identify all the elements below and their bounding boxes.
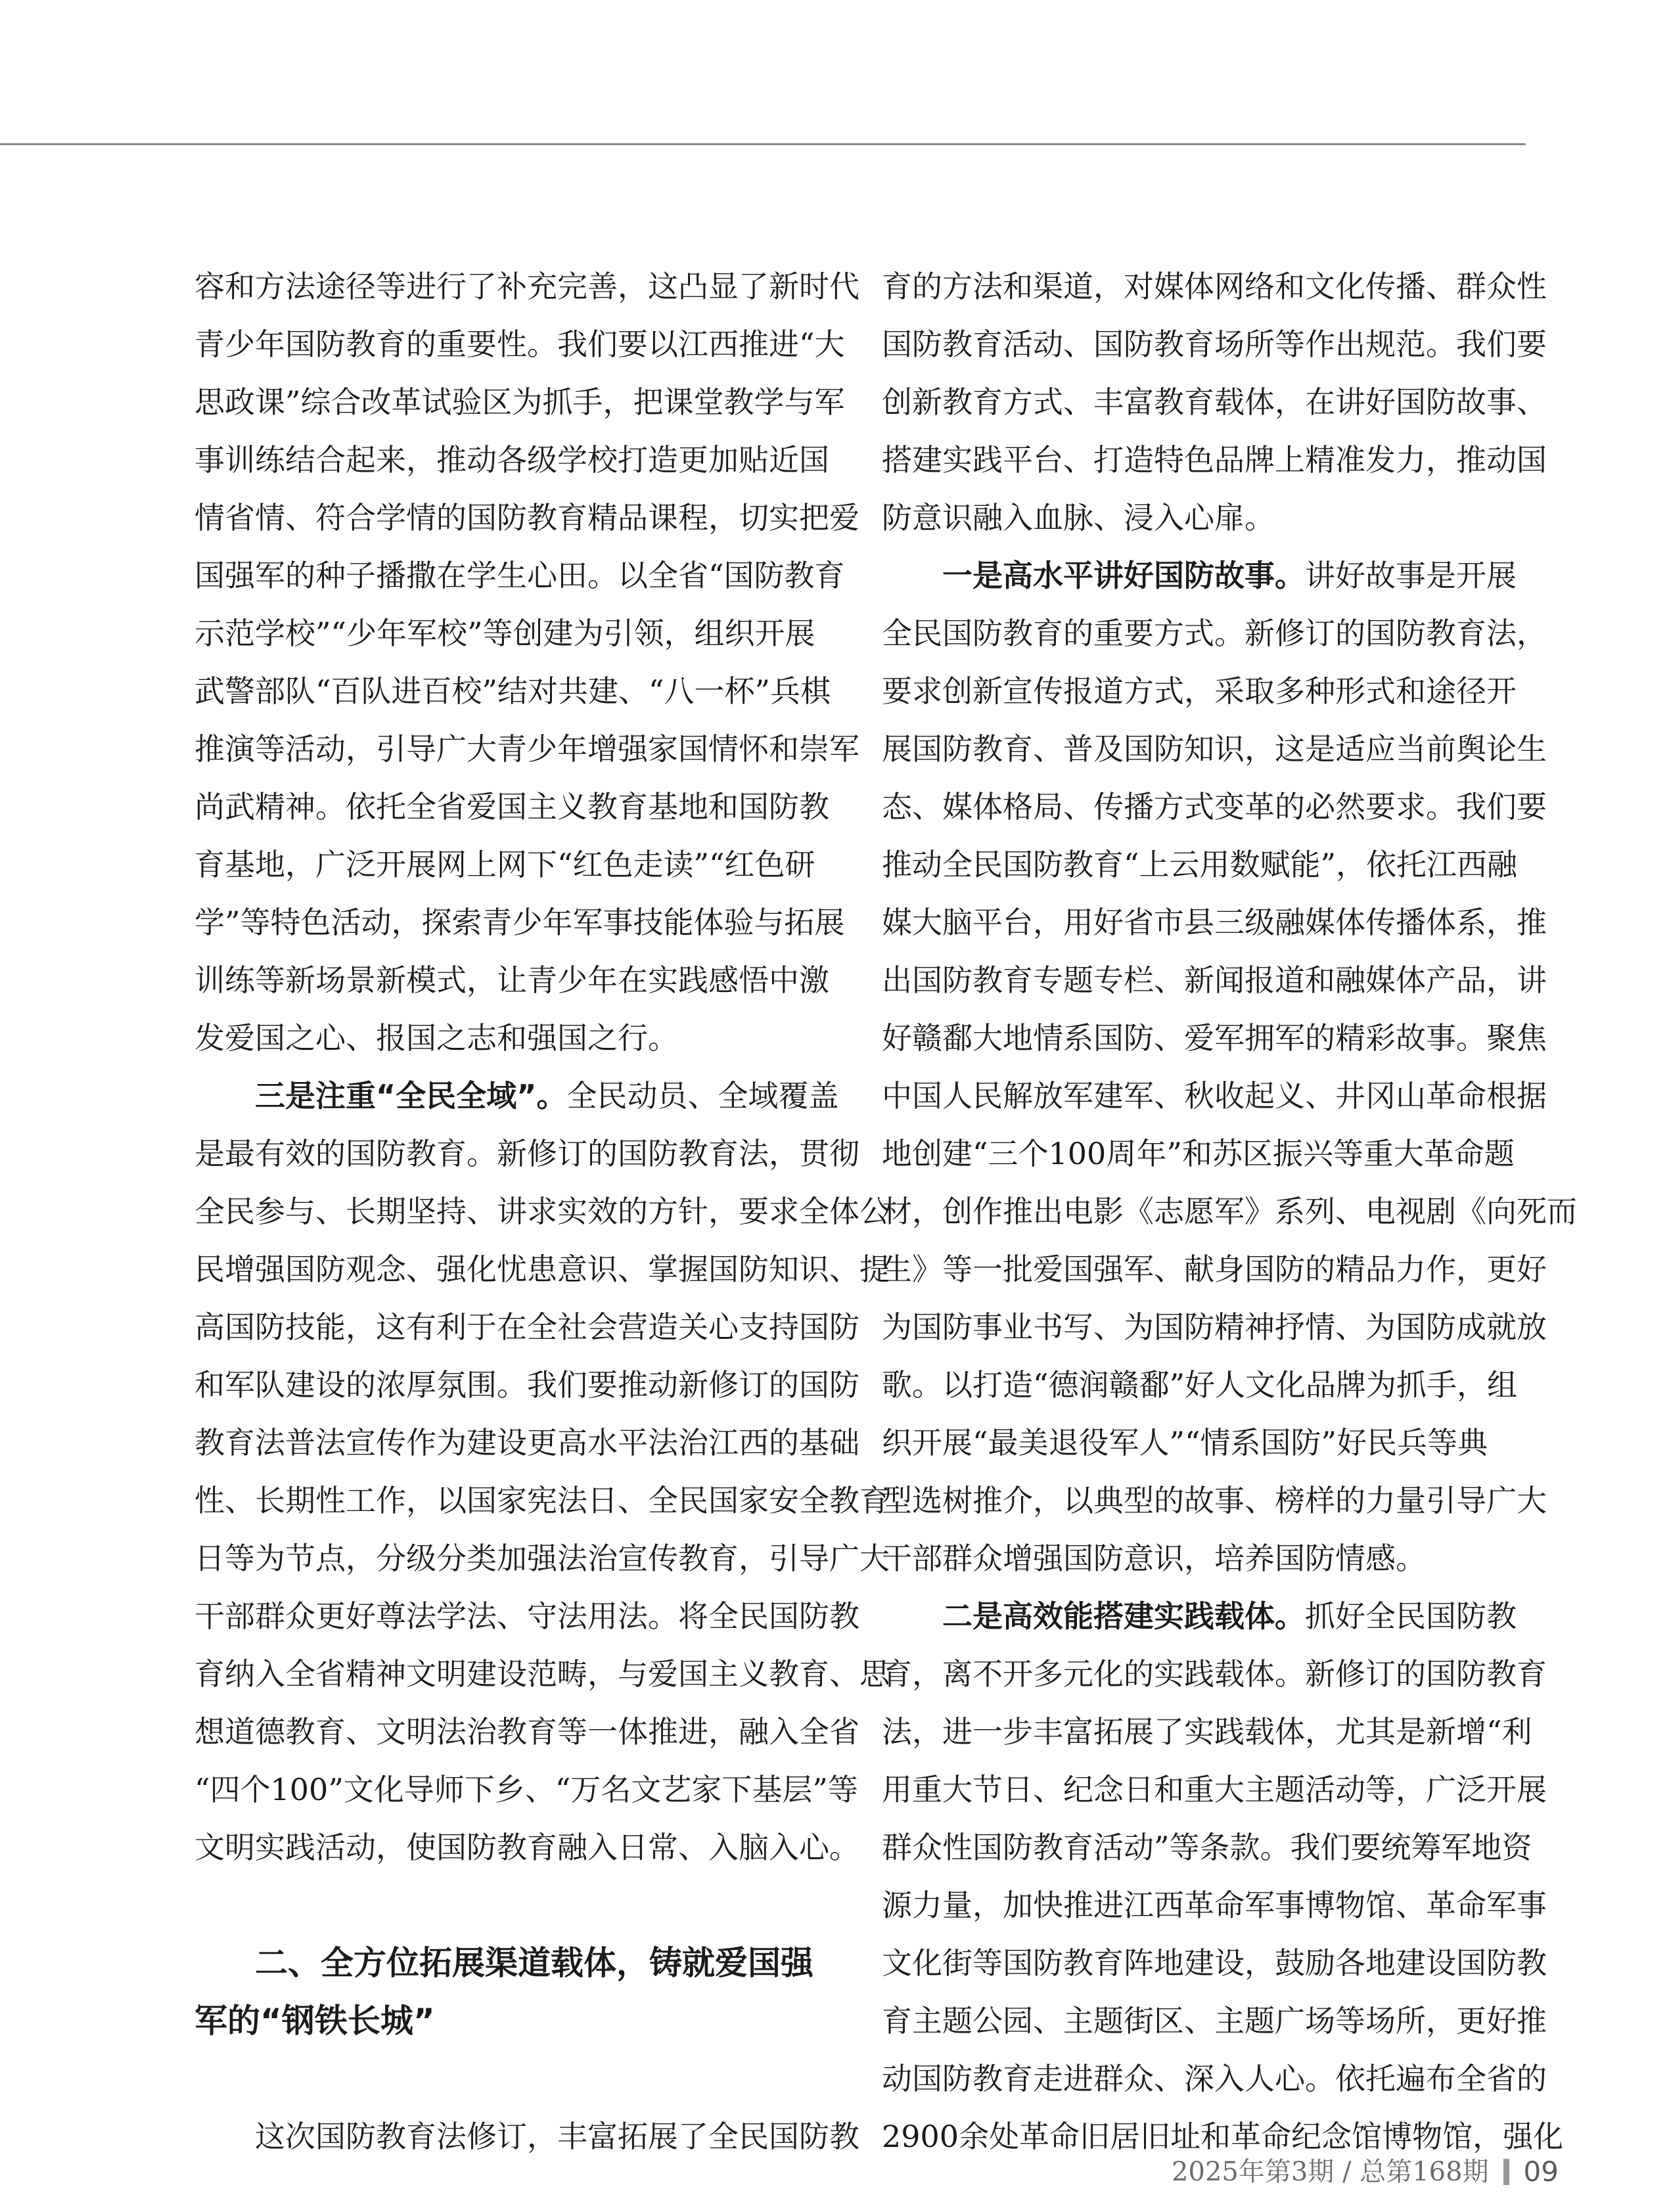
text-span: 抓好全民国防教 — [1305, 1598, 1517, 1634]
text-line: 想道德教育、文明法治教育等一体推进，融入全省 — [194, 1714, 859, 1749]
paragraph-lead: 三是注重“全民全域”。 — [255, 1078, 567, 1114]
text-line: 情省情、符合学情的国防教育精品课程，切实把爱 — [194, 500, 859, 535]
paragraph-continuation — [194, 258, 859, 1067]
text-line: 法，进一步丰富拓展了实践载体，尤其是新增“利 — [882, 1714, 1532, 1749]
text-line: 推动全民国防教育“上云用数赋能”，依托江西融 — [882, 847, 1518, 882]
text-line: 育，离不开多元化的实践载体。新修订的国防教育 — [882, 1656, 1547, 1692]
text-line: 武警部队“百队进百校”结对共建、“八一杯”兵棋 — [194, 673, 831, 709]
text-span: 全民动员、全域覆盖 — [566, 1078, 839, 1114]
heading-line: 军的“钢铁长城” — [194, 2002, 435, 2040]
text-line: 育主题公园、主题街区、主题广场等场所，更好推 — [882, 2003, 1547, 2039]
text-line: 织开展“最美退役军人”“情系国防”好民兵等典 — [882, 1425, 1488, 1460]
text-line: 干部群众增强国防意识，培养国防情感。 — [882, 1541, 1426, 1576]
text-line: 事训练结合起来，推动各级学校打造更加贴近国 — [194, 442, 829, 478]
section-heading — [194, 1934, 854, 2050]
text-line: 是最有效的国防教育。新修订的国防教育法，贯彻 — [194, 1136, 859, 1171]
text-line: 文化街等国防教育阵地建设，鼓励各地建设国防教 — [882, 1945, 1547, 1981]
text-line: 搭建实践平台、打造特色品牌上精准发力，推动国 — [882, 442, 1547, 478]
text-line: 学”等特色活动，探索青少年军事技能体验与拓展 — [194, 905, 845, 940]
text-line: 高国防技能，这有利于在全社会营造关心支持国防 — [194, 1309, 859, 1345]
spacer — [194, 1876, 854, 1934]
text-line: 源力量，加快推进江西革命军事博物馆、革命军事 — [882, 1887, 1547, 1923]
left-column — [194, 258, 890, 2165]
text-line: 青少年国防教育的重要性。我们要以江西推进“大 — [194, 327, 845, 362]
text-line: 育基地，广泛开展网上网下“红色走读”“红色研 — [194, 847, 815, 882]
text-line: 型选树推介，以典型的故事、榜样的力量引导广大 — [882, 1483, 1547, 1518]
heading-line: 二、全方位拓展渠道载体，铸就爱国强 — [255, 1944, 813, 1982]
text-line: 展国防教育、普及国防知识，这是适应当前舆论生 — [882, 731, 1547, 767]
text-line: 育纳入全省精神文明建设范畴，与爱国主义教育、思 — [194, 1656, 890, 1692]
text-line: 干部群众更好尊法学法、守法用法。将全民国防教 — [194, 1598, 859, 1634]
header-rule — [0, 143, 1526, 145]
paragraph-stories — [882, 547, 1577, 1587]
text-line: 生》等一批爱国强军、献身国防的精品力作，更好 — [882, 1252, 1547, 1287]
text-line: 歌。以打造“德润赣鄱”好人文化品牌为抓手，组 — [882, 1367, 1518, 1403]
text-line: 性、长期性工作，以国家宪法日、全民国家安全教育 — [194, 1483, 890, 1518]
text-line: 教育法普法宣传作为建设更高水平法治江西的基础 — [194, 1425, 859, 1460]
right-column — [882, 258, 1577, 2165]
text-line: 出国防教育专题专栏、新闻报道和融媒体产品，讲 — [882, 962, 1547, 998]
paragraph-lead: 二是高效能搭建实践载体。 — [942, 1598, 1305, 1634]
text-span: 讲好故事是开展 — [1305, 558, 1517, 593]
text-line: 发爱国之心、报国之志和强国之行。 — [194, 1020, 678, 1056]
text-line: 尚武精神。依托全省爱国主义教育基地和国防教 — [194, 789, 829, 824]
text-line: 为国防事业书写、为国防精神抒情、为国防成就放 — [882, 1309, 1547, 1345]
text-line: 全民国防教育的重要方式。新修订的国防教育法， — [882, 616, 1547, 651]
text-line: 推演等活动，引导广大青少年增强家国情怀和崇军 — [194, 731, 859, 767]
text-line: 民增强国防观念、强化忧患意识、掌握国防知识、提 — [194, 1252, 890, 1287]
spacer — [194, 2050, 854, 2108]
text-line: 好赣鄱大地情系国防、爱军拥军的精彩故事。聚焦 — [882, 1020, 1547, 1056]
paragraph-practice — [882, 1587, 1564, 2165]
text-line: 用重大节日、纪念日和重大主题活动等，广泛开展 — [882, 1772, 1547, 1807]
text-line: 要求创新宣传报道方式，采取多种形式和途径开 — [882, 673, 1517, 709]
text-line: 示范学校”“少年军校”等创建为引领，组织开展 — [194, 616, 815, 651]
text-line: 这次国防教育法修订，丰富拓展了全民国防教 — [255, 2119, 859, 2154]
paragraph-all-people — [194, 1067, 890, 1876]
text-line: 日等为节点，分级分类加强法治宣传教育，引导广大 — [194, 1541, 890, 1576]
text-line: 动国防教育走进群众、深入人心。依托遍布全省的 — [882, 2061, 1547, 2096]
text-line: 态、媒体格局、传播方式变革的必然要求。我们要 — [882, 789, 1547, 824]
text-line: 地创建“三个100周年”和苏区振兴等重大革命题 — [882, 1136, 1515, 1171]
text-line: 和军队建设的浓厚氛围。我们要推动新修订的国防 — [194, 1367, 859, 1403]
text-line: 国防教育活动、国防教育场所等作出规范。我们要 — [882, 327, 1547, 362]
text-line: 创新教育方式、丰富教育载体，在讲好国防故事、 — [882, 384, 1547, 420]
text-line: 材，创作推出电影《志愿军》系列、电视剧《向死而 — [882, 1194, 1577, 1229]
text-line: 2900余处革命旧居旧址和革命纪念馆博物馆，强化 — [882, 2119, 1564, 2154]
text-line: 育的方法和渠道，对媒体网络和文化传播、群众性 — [882, 269, 1547, 304]
text-line: 容和方法途径等进行了补充完善，这凸显了新时代 — [194, 269, 859, 304]
text-line — [194, 1067, 854, 1125]
paragraph-continuation — [882, 258, 1547, 547]
footer-divider — [1503, 2159, 1509, 2185]
text-line: 群众性国防教育活动”等条款。我们要统筹军地资 — [882, 1830, 1532, 1865]
text-line: 国强军的种子播撒在学生心田。以全省“国防教育 — [194, 558, 845, 593]
text-line: 媒大脑平台，用好省市县三级融媒体传播体系，推 — [882, 905, 1547, 940]
page-footer — [1172, 2152, 1559, 2192]
text-line: 中国人民解放军建军、秋收起义、井冈山革命根据 — [882, 1078, 1547, 1114]
text-line: 文明实践活动，使国防教育融入日常、入脑入心。 — [194, 1830, 859, 1865]
text-line — [882, 547, 1542, 604]
text-line — [882, 1587, 1542, 1645]
page-number: 09 — [1523, 2156, 1559, 2188]
text-line: 防意识融入血脉、浸入心扉。 — [882, 500, 1275, 535]
text-line: “四个100”文化导师下乡、“万名文艺家下基层”等 — [194, 1772, 858, 1807]
paragraph-lead: 一是高水平讲好国防故事。 — [942, 558, 1305, 593]
text-line: 全民参与、长期坚持、讲求实效的方针，要求全体公 — [194, 1194, 890, 1229]
text-line: 思政课”综合改革试验区为抓手，把课堂教学与军 — [194, 384, 845, 420]
issue-info: 2025年第3期 / 总第168期 — [1172, 2157, 1489, 2187]
text-line: 训练等新场景新模式，让青少年在实践感悟中激 — [194, 962, 829, 998]
